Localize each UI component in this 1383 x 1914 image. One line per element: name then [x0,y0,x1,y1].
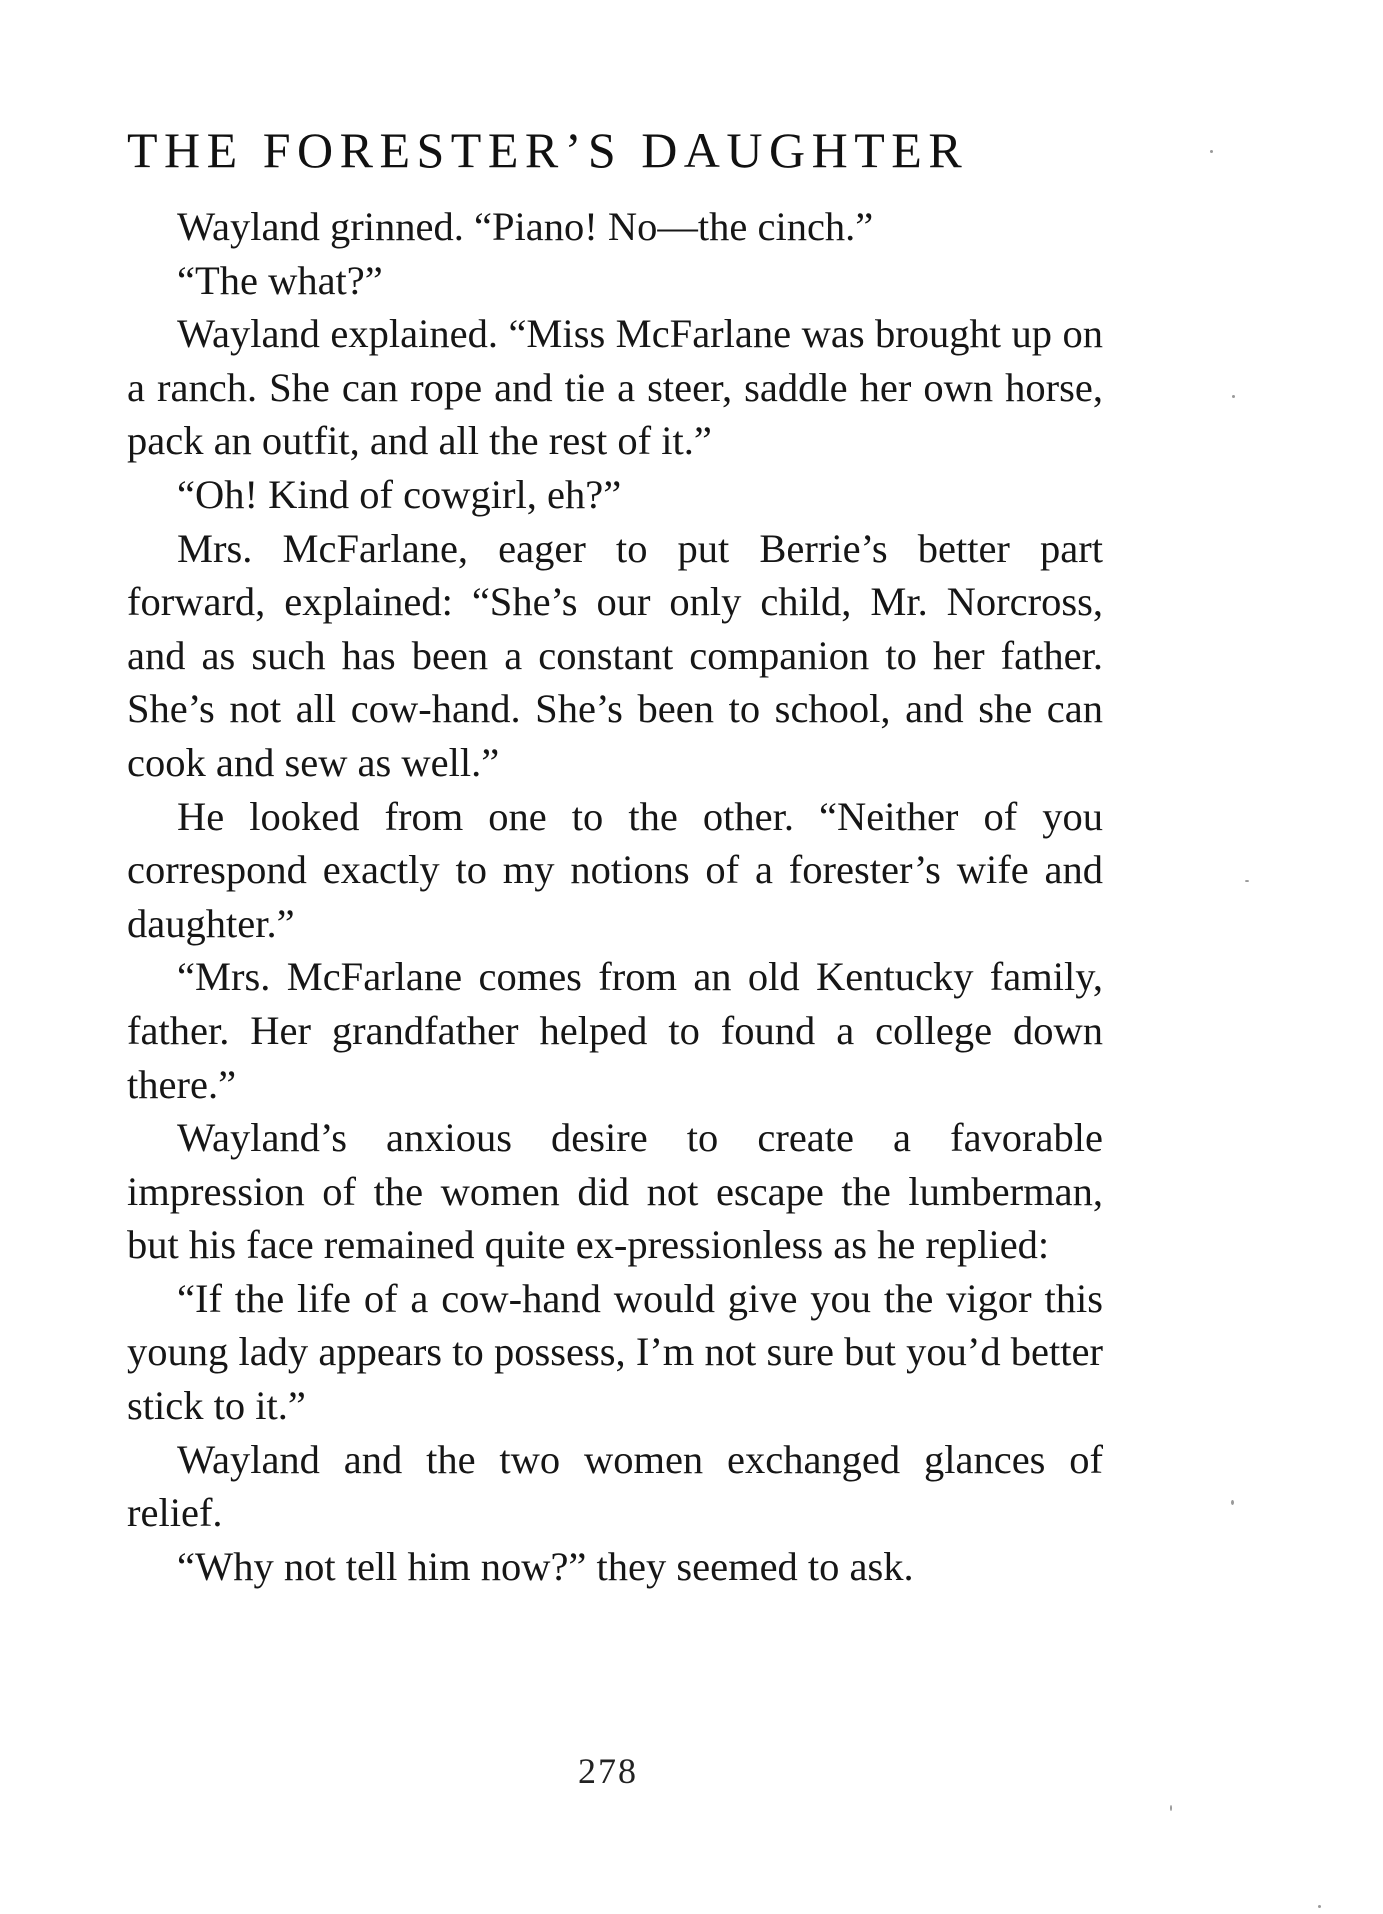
paper-speck [1231,1500,1234,1505]
page-number: 278 [578,1751,638,1791]
paragraph: “The what?” [177,257,383,303]
paragraph: “Mrs. McFarlane comes from an old Kentucky family, father. Her grandfather helped to found a college down there.” [127,954,1103,1107]
running-head: THE FORESTER’S DAUGHTER [127,122,969,178]
paragraph: “Why not tell him now?” they seemed to ask. [177,1543,914,1589]
body-text [127,200,1103,1593]
paragraph: Wayland grinned. “Piano! No—the cinch.” [177,204,874,249]
paper-speck [1318,1905,1321,1908]
paragraph: “If the life of a cow-hand would give you the vigor this young lady appears to possess, I’m not sure but you’d better stick to it.” [127,1275,1103,1429]
paragraph: Mrs. McFarlane, eager to put Berrie’s better part forward, explained: “She’s our only child, Mr. Norcross, and as such has been a constant companion to her father. She’s not all cow-hand. She’s been to school, and she can cook and sew as well.” [127,525,1103,785]
paragraph: Wayland explained. “Miss McFarlane was brought up on a ranch. She can rope and tie a steer, saddle her own horse, pack an outfit, and all the rest of it.” [127,311,1103,464]
paragraph: “Oh! Kind of cowgirl, eh?” [177,471,622,517]
paragraph: Wayland’s anxious desire to create a favorable impression of the women did not escape the lumberman, but his face remained quite ex-pressionless as he replied: [127,1115,1103,1268]
paper-speck [1245,880,1249,882]
paper-speck [1210,150,1213,153]
paper-speck [1170,1805,1172,1811]
paragraph: He looked from one to the other. “Neither of you correspond exactly to my notions of a forester’s wife and daughter.” [127,793,1103,946]
paper-speck [1232,395,1235,398]
paragraph: Wayland and the two women exchanged glances of relief. [127,1436,1103,1536]
